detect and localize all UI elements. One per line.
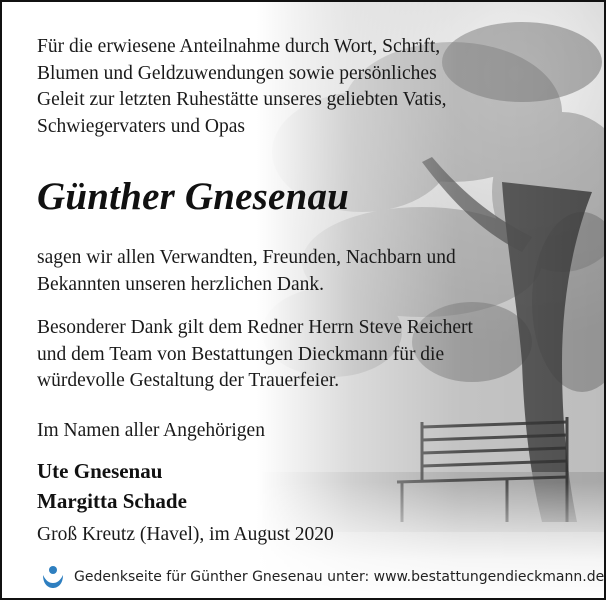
thanks-paragraph bbox=[37, 245, 456, 298]
intro-line: Schwiegervaters und Opas bbox=[37, 115, 245, 137]
on-behalf-line: Im Namen aller Angehörigen bbox=[37, 420, 265, 441]
thanks-line: Bekannten unseren herzlichen Dank. bbox=[37, 273, 324, 295]
special-thanks-paragraph bbox=[37, 315, 473, 395]
thanks-line: sagen wir allen Verwandten, Freunden, Nachbarn und bbox=[37, 247, 456, 268]
intro-line: Blumen und Geldzuwendungen sowie persönliches bbox=[37, 62, 437, 84]
memorial-page-footer[interactable] bbox=[40, 564, 604, 590]
place-date: Groß Kreutz (Havel), im August 2020 bbox=[37, 524, 334, 545]
special-thanks-line: Besonderer Dank gilt dem Redner Herrn Steve Reichert bbox=[37, 317, 473, 338]
memorial-logo-icon bbox=[40, 564, 66, 590]
special-thanks-line: und dem Team von Bestattungen Dieckmann für die bbox=[37, 343, 445, 365]
intro-paragraph bbox=[37, 34, 447, 140]
signer-name: Margitta Schade bbox=[37, 489, 187, 513]
special-thanks-line: würdevolle Gestaltung der Trauerfeier. bbox=[37, 370, 340, 391]
deceased-name: Günther Gnesenau bbox=[37, 175, 350, 218]
signers bbox=[37, 456, 187, 516]
signer-name: Ute Gnesenau bbox=[37, 459, 163, 483]
intro-line: Für die erwiesene Anteilnahme durch Wort, Schrift, bbox=[37, 36, 441, 57]
intro-line: Geleit zur letzten Ruhestätte unseres geliebten Vatis, bbox=[37, 89, 447, 110]
memorial-page-link[interactable]: Gedenkseite für Günther Gnesenau unter: www.bestattungendieckmann.de bbox=[74, 569, 605, 585]
